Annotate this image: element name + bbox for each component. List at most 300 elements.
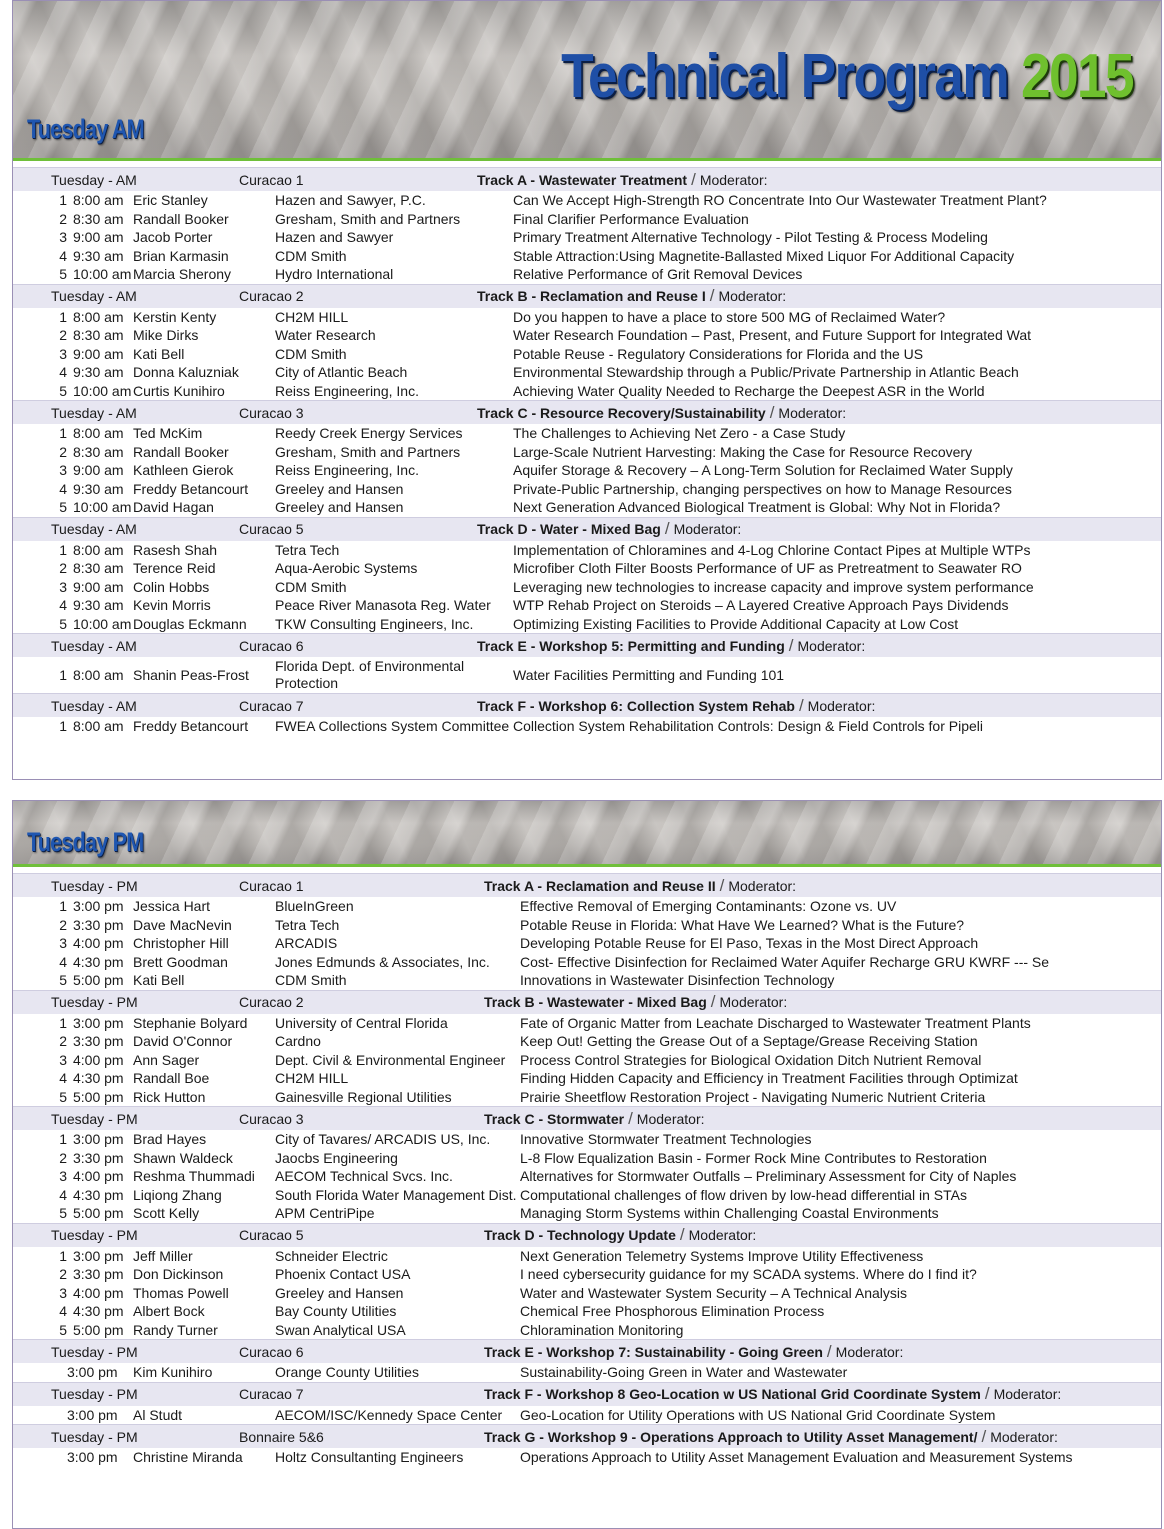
track-name: Track A - Reclamation and Reuse II xyxy=(484,877,716,894)
moderator-label: Moderator: xyxy=(699,171,768,188)
talk-title: Water Research Foundation – Past, Present, and Future Support for Integrated Wat xyxy=(513,327,1032,344)
talk-title: Potable Reuse - Regulatory Considerations for Florida and the US xyxy=(513,345,924,362)
talk-row xyxy=(13,1088,1161,1107)
talk-title: Keep Out! Getting the Grease Out of a Septage/Grease Receiving Station xyxy=(520,1033,978,1050)
talk-time: 4:30 pm xyxy=(73,1303,124,1320)
talk-number: 3 xyxy=(59,1284,67,1301)
moderator-label: Moderator: xyxy=(797,637,866,654)
talk-row xyxy=(13,1167,1161,1186)
pm-track-list xyxy=(13,873,1161,1467)
speaker-organization: Tetra Tech xyxy=(275,916,340,933)
pm-banner xyxy=(13,801,1161,867)
talk-number: 1 xyxy=(59,1131,67,1148)
track-name: Track B - Wastewater - Mixed Bag xyxy=(484,994,707,1010)
talk-time: 10:00 am xyxy=(73,382,132,399)
talk-title: Next Generation Telemetry Systems Improve Utility Effectiveness xyxy=(520,1247,924,1264)
speaker-name: Douglas Eckmann xyxy=(133,615,247,632)
talk-row xyxy=(13,1448,1161,1467)
track-name: Track F - Workshop 8 Geo-Location w US National Grid Coordinate System xyxy=(484,1386,981,1402)
speaker-name: Freddy Betancourt xyxy=(133,480,249,497)
talk-row xyxy=(13,615,1161,634)
talk-time: 9:30 am xyxy=(73,480,124,497)
speaker-organization: Reedy Creek Energy Services xyxy=(275,425,463,442)
talk-title: Operations Approach to Utility Asset Management Evaluation and Measurement Systems xyxy=(520,1449,1073,1466)
speaker-name: Kathleen Gierok xyxy=(133,462,234,479)
talk-row xyxy=(13,345,1161,364)
talk-row xyxy=(13,228,1161,247)
talk-time: 4:30 pm xyxy=(73,1070,124,1087)
speaker-name: Jeff Miller xyxy=(133,1247,193,1264)
speaker-organization: Cardno xyxy=(275,1033,321,1050)
talk-title: Potable Reuse in Florida: What Have We Learned? What is the Future? xyxy=(520,916,965,933)
talk-title: Relative Performance of Grit Removal Devices xyxy=(513,266,803,283)
track-name: Track E - Workshop 5: Permitting and Funding xyxy=(477,637,785,654)
talk-title: Implementation of Chloramines and 4-Log Chlorine Contact Pipes at Multiple WTPs xyxy=(513,541,1031,558)
moderator-label: Moderator: xyxy=(807,697,876,714)
session-day: Tuesday - AM xyxy=(51,521,137,537)
track-header xyxy=(13,1382,1161,1406)
speaker-organization: Jones Edmunds & Associates, Inc. xyxy=(275,953,490,970)
talk-title: Innovative Stormwater Treatment Technologies xyxy=(520,1131,812,1148)
speaker-organization: CH2M HILL xyxy=(275,308,349,325)
speaker-organization: University of Central Florida xyxy=(275,1014,448,1031)
talk-row xyxy=(13,1265,1161,1284)
track-title xyxy=(477,519,1161,539)
talk-number: 3 xyxy=(59,1168,67,1185)
talk-number: 5 xyxy=(59,382,67,399)
talk-title: Chemical Free Phosphorous Elimination Process xyxy=(520,1303,825,1320)
talk-row xyxy=(13,1069,1161,1088)
talk-title: Stable Attraction:Using Magnetite-Ballasted Mixed Liquor For Additional Capacity xyxy=(513,247,1015,264)
talk-number: 4 xyxy=(59,364,67,381)
talk-time: 3:00 pm xyxy=(73,1131,124,1148)
talk-title: Achieving Water Quality Needed to Recharge the Deepest ASR in the World xyxy=(513,382,985,399)
talk-row xyxy=(13,326,1161,345)
talk-number: 2 xyxy=(59,327,67,344)
talk-number: 2 xyxy=(59,1149,67,1166)
talk-time: 4:00 pm xyxy=(73,1051,124,1068)
slash-separator: / xyxy=(798,695,804,715)
talk-row xyxy=(13,265,1161,284)
speaker-name: Rick Hutton xyxy=(133,1088,206,1105)
speaker-name: Shanin Peas-Frost xyxy=(133,666,249,683)
speaker-name: Liqiong Zhang xyxy=(133,1186,222,1203)
speaker-name: David O'Connor xyxy=(133,1033,233,1050)
speaker-organization: AECOM/ISC/Kennedy Space Center xyxy=(275,1406,503,1423)
session-day: Tuesday - AM xyxy=(51,404,137,421)
speaker-organization: BlueInGreen xyxy=(275,898,354,915)
speaker-name: Brian Karmasin xyxy=(133,247,229,264)
talk-title: Managing Storm Systems within Challenging Coastal Environments xyxy=(520,1205,939,1222)
speaker-organization: Peace River Manasota Reg. Water xyxy=(275,597,491,614)
talk-row xyxy=(13,382,1161,401)
talk-number: 2 xyxy=(59,916,67,933)
track-name: Track G - Workshop 9 - Operations Approach to Utility Asset Management/ xyxy=(484,1428,978,1445)
speaker-organization: Florida Dept. of Environmental Protection xyxy=(275,658,465,691)
talk-number: 3 xyxy=(59,229,67,246)
talk-time: 3:30 pm xyxy=(73,1033,124,1050)
track-header xyxy=(13,167,1161,191)
moderator-label: Moderator: xyxy=(835,1343,904,1360)
talk-row xyxy=(13,1149,1161,1168)
am-session-label: Tuesday AM xyxy=(27,114,144,144)
program-title-text: Technical Program xyxy=(561,42,1009,111)
talk-row xyxy=(13,480,1161,499)
track-title xyxy=(484,1225,1161,1245)
talk-title: Geo-Location for Utility Operations with US National Grid Coordinate System xyxy=(520,1406,996,1423)
track-title xyxy=(477,170,1161,190)
track-title xyxy=(477,696,1161,716)
moderator-label: Moderator: xyxy=(990,1428,1058,1445)
room-name: Curacao 6 xyxy=(239,1343,304,1360)
track-title xyxy=(477,286,1161,306)
talk-row xyxy=(13,1302,1161,1321)
session-day: Tuesday - PM xyxy=(51,1386,138,1402)
session-day: Tuesday - PM xyxy=(51,1227,138,1243)
talk-number: 4 xyxy=(59,597,67,614)
talk-time: 9:30 am xyxy=(73,597,124,614)
track-header xyxy=(13,633,1161,657)
talk-time: 4:00 pm xyxy=(73,935,124,952)
talk-number: 4 xyxy=(59,1303,67,1320)
slash-separator: / xyxy=(719,875,725,895)
talk-row xyxy=(13,498,1161,517)
talk-number: 2 xyxy=(59,560,67,577)
track-title xyxy=(484,876,1161,896)
talk-row xyxy=(13,596,1161,615)
moderator-label: Moderator: xyxy=(688,1227,757,1243)
moderator-label: Moderator: xyxy=(718,288,787,304)
talk-time: 9:00 am xyxy=(73,345,124,362)
talk-time: 8:00 am xyxy=(73,192,124,209)
speaker-organization: Phoenix Contact USA xyxy=(275,1266,411,1283)
session-day: Tuesday - PM xyxy=(51,1110,138,1127)
talk-row xyxy=(13,210,1161,229)
talk-title: Finding Hidden Capacity and Efficiency in Treatment Facilities through Optimizat xyxy=(520,1070,1018,1087)
talk-number: 5 xyxy=(59,499,67,516)
speaker-organization: CDM Smith xyxy=(275,345,347,362)
room-name: Curacao 6 xyxy=(239,637,304,654)
talk-number: 1 xyxy=(59,541,67,558)
talk-title: Collection System Rehabilitation Controls: Design & Field Controls for Pipeli xyxy=(513,718,983,735)
talk-number: 4 xyxy=(59,247,67,264)
speaker-organization: City of Atlantic Beach xyxy=(275,364,408,381)
talk-row xyxy=(13,308,1161,327)
speaker-organization: Gainesville Regional Utilities xyxy=(275,1088,452,1105)
track-title xyxy=(477,403,1161,423)
talk-title: Microfiber Cloth Filter Boosts Performance of UF as Pretreatment to Seawater RO xyxy=(513,560,1022,577)
speaker-name: Albert Bock xyxy=(133,1303,205,1320)
talk-row xyxy=(13,578,1161,597)
speaker-organization: Water Research xyxy=(275,327,376,344)
speaker-name: David Hagan xyxy=(133,499,214,516)
talk-row xyxy=(13,953,1161,972)
talk-time: 8:00 am xyxy=(73,666,124,683)
talk-row xyxy=(13,461,1161,480)
room-name: Curacao 2 xyxy=(239,994,304,1010)
talk-title: Leveraging new technologies to increase capacity and improve system performance xyxy=(513,578,1034,595)
speaker-name: Freddy Betancourt xyxy=(133,718,249,735)
speaker-organization: CDM Smith xyxy=(275,247,347,264)
talk-title: Final Clarifier Performance Evaluation xyxy=(513,210,749,227)
talk-number: 3 xyxy=(59,1051,67,1068)
talk-title: Innovations in Wastewater Disinfection Technology xyxy=(520,972,835,989)
speaker-name: Jacob Porter xyxy=(133,229,213,246)
talk-row xyxy=(13,363,1161,382)
talk-number: 2 xyxy=(59,210,67,227)
talk-time: 8:00 am xyxy=(73,425,124,442)
speaker-organization: CH2M HILL xyxy=(275,1070,349,1087)
talk-row xyxy=(13,443,1161,462)
speaker-name: Christine Miranda xyxy=(133,1449,243,1466)
talk-row xyxy=(13,247,1161,266)
talk-row xyxy=(13,717,1161,736)
speaker-name: Brett Goodman xyxy=(133,953,228,970)
talk-title: Computational challenges of flow driven by low-head differential in STAs xyxy=(520,1186,967,1203)
talk-title: L-8 Flow Equalization Basin - Former Rock Mine Contributes to Restoration xyxy=(520,1149,987,1166)
track-name: Track D - Water - Mixed Bag xyxy=(477,521,661,537)
speaker-name: Kati Bell xyxy=(133,345,185,362)
talk-time: 5:00 pm xyxy=(73,1088,124,1105)
talk-time: 10:00 am xyxy=(73,615,132,632)
talk-row xyxy=(13,1032,1161,1051)
speaker-organization: Greeley and Hansen xyxy=(275,499,404,516)
session-day: Tuesday - PM xyxy=(51,877,138,894)
talk-number: 4 xyxy=(59,480,67,497)
track-header xyxy=(13,1223,1161,1247)
slash-separator: / xyxy=(788,635,794,655)
speaker-organization: TKW Consulting Engineers, Inc. xyxy=(275,615,474,632)
speaker-name: Scott Kelly xyxy=(133,1205,200,1222)
program-title xyxy=(561,41,1133,112)
speaker-name: Randall Booker xyxy=(133,443,229,460)
talk-number: 3 xyxy=(59,578,67,595)
talk-number: 2 xyxy=(59,1266,67,1283)
talk-row xyxy=(13,934,1161,953)
speaker-organization: Bay County Utilities xyxy=(275,1303,397,1320)
talk-number: 3 xyxy=(59,935,67,952)
talk-number: 5 xyxy=(59,972,67,989)
speaker-organization: City of Tavares/ ARCADIS US, Inc. xyxy=(275,1131,491,1148)
talk-title: Aquifer Storage & Recovery – A Long-Term Solution for Reclaimed Water Supply xyxy=(513,462,1013,479)
talk-row xyxy=(13,1204,1161,1223)
speaker-name: Don Dickinson xyxy=(133,1266,224,1283)
program-year: 2015 xyxy=(1021,42,1133,111)
talk-title: Chloramination Monitoring xyxy=(520,1321,684,1338)
speaker-organization: Greeley and Hansen xyxy=(275,1284,404,1301)
talk-number: 2 xyxy=(59,443,67,460)
talk-row xyxy=(13,1406,1161,1425)
talk-row xyxy=(13,657,1161,693)
speaker-organization: Orange County Utilities xyxy=(275,1364,419,1381)
session-day: Tuesday - AM xyxy=(51,697,137,714)
talk-title: Cost- Effective Disinfection for Reclaimed Water Aquifer Recharge GRU KWRF --- Se xyxy=(520,953,1050,970)
track-title xyxy=(484,1384,1161,1404)
slash-separator: / xyxy=(981,1426,987,1446)
slash-separator: / xyxy=(691,169,696,189)
speaker-name: Dave MacNevin xyxy=(133,916,232,933)
speaker-name: Kim Kunihiro xyxy=(133,1364,213,1381)
talk-time: 9:00 am xyxy=(73,578,124,595)
track-header xyxy=(13,1424,1161,1448)
talk-time: 10:00 am xyxy=(73,266,132,283)
talk-title: WTP Rehab Project on Steroids – A Layered Creative Approach Pays Dividends xyxy=(513,597,1009,614)
talk-time: 3:00 pm xyxy=(73,1247,124,1264)
speaker-name: Colin Hobbs xyxy=(133,578,210,595)
speaker-organization: Swan Analytical USA xyxy=(275,1321,406,1338)
speaker-organization: APM CentriPipe xyxy=(275,1205,375,1222)
talk-title: Do you happen to have a place to store 500 MG of Reclaimed Water? xyxy=(513,308,946,325)
talk-number: 4 xyxy=(59,1186,67,1203)
slash-separator: / xyxy=(664,519,670,538)
talk-row xyxy=(13,1284,1161,1303)
speaker-organization: CDM Smith xyxy=(275,972,347,989)
talk-time: 3:30 pm xyxy=(73,1149,124,1166)
speaker-organization: Aqua-Aerobic Systems xyxy=(275,560,418,577)
talk-title: Can We Accept High-Strength RO Concentrate Into Our Wastewater Treatment Plant? xyxy=(513,192,1047,209)
talk-number: 5 xyxy=(59,1205,67,1222)
session-day: Tuesday - AM xyxy=(51,288,137,304)
talk-time: 4:00 pm xyxy=(73,1168,124,1185)
speaker-name: Kevin Morris xyxy=(133,597,211,614)
speaker-name: Christopher Hill xyxy=(133,935,229,952)
track-name: Track C - Resource Recovery/Sustainability xyxy=(477,404,766,421)
talk-time: 3:00 pm xyxy=(67,1449,118,1466)
slash-separator: / xyxy=(769,402,775,422)
talk-row xyxy=(13,559,1161,578)
speaker-name: Donna Kaluzniak xyxy=(133,364,239,381)
speaker-name: Kati Bell xyxy=(133,972,185,989)
track-name: Track D - Technology Update xyxy=(484,1227,676,1243)
slash-separator: / xyxy=(709,286,715,305)
speaker-name: Randy Turner xyxy=(133,1321,218,1338)
talk-number: 1 xyxy=(59,1247,67,1264)
talk-number: 2 xyxy=(59,1033,67,1050)
talk-time: 3:30 pm xyxy=(73,916,124,933)
speaker-name: Randall Booker xyxy=(133,210,229,227)
speaker-name: Kerstin Kenty xyxy=(133,308,217,325)
slash-separator: / xyxy=(826,1341,832,1361)
talk-time: 8:30 am xyxy=(73,560,124,577)
session-day: Tuesday - PM xyxy=(51,1343,138,1360)
moderator-label: Moderator: xyxy=(636,1110,705,1127)
slash-separator: / xyxy=(679,1225,685,1244)
talk-number: 5 xyxy=(59,1088,67,1105)
speaker-organization: Greeley and Hansen xyxy=(275,480,404,497)
track-name: Track A - Wastewater Treatment xyxy=(477,171,688,188)
talk-number: 1 xyxy=(59,192,67,209)
talk-title: The Challenges to Achieving Net Zero - a Case Study xyxy=(513,425,846,442)
room-name: Curacao 5 xyxy=(239,1227,304,1243)
talk-row xyxy=(13,897,1161,916)
session-day: Tuesday - AM xyxy=(51,637,137,654)
track-title xyxy=(484,1427,1161,1447)
room-name: Curacao 1 xyxy=(239,877,304,894)
talk-row xyxy=(13,191,1161,210)
talk-time: 9:00 am xyxy=(73,229,124,246)
talk-row xyxy=(13,1363,1161,1382)
speaker-organization: Reiss Engineering, Inc. xyxy=(275,462,419,479)
speaker-organization: South Florida Water Management Dist. xyxy=(275,1186,517,1203)
talk-time: 8:00 am xyxy=(73,718,124,735)
speaker-name: Rasesh Shah xyxy=(133,541,218,558)
talk-row xyxy=(13,541,1161,560)
talk-number: 5 xyxy=(59,266,67,283)
talk-number: 3 xyxy=(59,345,67,362)
moderator-label: Moderator: xyxy=(993,1386,1062,1402)
track-header xyxy=(13,400,1161,424)
am-track-list xyxy=(13,167,1161,736)
talk-row xyxy=(13,1247,1161,1266)
speaker-organization: Hydro International xyxy=(275,266,394,283)
talk-time: 8:30 am xyxy=(73,327,124,344)
speaker-organization: FWEA Collections System Committee xyxy=(275,718,510,735)
talk-row xyxy=(13,1130,1161,1149)
track-title xyxy=(484,1342,1161,1362)
speaker-organization: Gresham, Smith and Partners xyxy=(275,210,461,227)
talk-number: 1 xyxy=(59,1014,67,1031)
talk-time: 3:00 pm xyxy=(67,1364,118,1381)
track-name: Track E - Workshop 7: Sustainability - Going Green xyxy=(484,1343,823,1360)
speaker-name: Randall Boe xyxy=(133,1070,210,1087)
room-name: Curacao 1 xyxy=(239,171,304,188)
slash-separator: / xyxy=(710,992,716,1011)
moderator-label: Moderator: xyxy=(673,521,742,537)
speaker-organization: Tetra Tech xyxy=(275,541,340,558)
slash-separator: / xyxy=(628,1108,633,1128)
room-name: Curacao 7 xyxy=(239,1386,304,1402)
speaker-name: Thomas Powell xyxy=(133,1284,229,1301)
session-day: Tuesday - AM xyxy=(51,171,137,188)
room-name: Curacao 3 xyxy=(239,404,304,421)
talk-number: 5 xyxy=(59,615,67,632)
track-header xyxy=(13,990,1161,1014)
speaker-name: Shawn Waldeck xyxy=(133,1149,233,1166)
talk-time: 5:00 pm xyxy=(73,1321,124,1338)
talk-number: 3 xyxy=(59,462,67,479)
speaker-organization: Hazen and Sawyer, P.C. xyxy=(275,192,426,209)
talk-row xyxy=(13,916,1161,935)
talk-number: 1 xyxy=(59,666,67,683)
moderator-label: Moderator: xyxy=(719,994,788,1010)
speaker-organization: Schneider Electric xyxy=(275,1247,388,1264)
talk-title: Process Control Strategies for Biological Oxidation Ditch Nutrient Removal xyxy=(520,1051,982,1068)
talk-title: Primary Treatment Alternative Technology - Pilot Testing & Process Modeling xyxy=(513,229,988,246)
talk-time: 4:00 pm xyxy=(73,1284,124,1301)
talk-time: 8:00 am xyxy=(73,541,124,558)
talk-time: 8:00 am xyxy=(73,308,124,325)
talk-title: Fate of Organic Matter from Leachate Discharged to Wastewater Treatment Plants xyxy=(520,1014,1031,1031)
speaker-name: Al Studt xyxy=(133,1406,183,1423)
talk-row xyxy=(13,971,1161,990)
talk-title: Optimizing Existing Facilities to Provide Additional Capacity at Low Cost xyxy=(513,615,959,632)
talk-title: Prairie Sheetflow Restoration Project - Navigating Numeric Nutrient Criteria xyxy=(520,1088,986,1105)
speaker-name: Mike Dirks xyxy=(133,327,199,344)
talk-time: 4:30 pm xyxy=(73,953,124,970)
tuesday-am-panel xyxy=(12,0,1162,780)
speaker-organization: AECOM Technical Svcs. Inc. xyxy=(275,1168,453,1185)
talk-title: Developing Potable Reuse for El Paso, Texas in the Most Direct Approach xyxy=(520,935,979,952)
talk-time: 8:30 am xyxy=(73,210,124,227)
talk-number: 4 xyxy=(59,1070,67,1087)
talk-time: 5:00 pm xyxy=(73,1205,124,1222)
speaker-name: Ted McKim xyxy=(133,425,203,442)
track-header xyxy=(13,873,1161,897)
speaker-name: Eric Stanley xyxy=(133,192,208,209)
moderator-label: Moderator: xyxy=(728,877,797,894)
talk-title: Next Generation Advanced Biological Treatment is Global: Why Not in Florida? xyxy=(513,499,1001,516)
talk-time: 3:00 pm xyxy=(67,1406,118,1423)
